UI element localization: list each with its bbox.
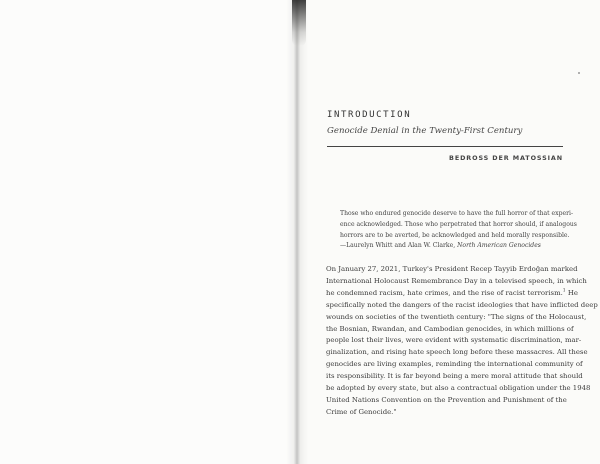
body-line: its responsibility. It is far beyond being a mere moral attitude that should [326, 372, 583, 381]
body-line: United Nations Convention on the Prevention and Punishment of the [326, 395, 567, 404]
footnote-mark: 1 [562, 288, 566, 294]
body-paragraph [326, 264, 598, 419]
body-line: specifically noted the dangers of the racist ideologies that have inflicted deep [326, 300, 598, 309]
epigraph-work-title: North American Genocides [457, 242, 541, 250]
chapter-title: Genocide Denial in the Twenty-First Century [327, 126, 523, 136]
chapter-label: INTRODUCTION [327, 110, 412, 120]
body-line-text: he condemned racism, hate crimes, and the rise of racist terrorism. [326, 288, 563, 297]
epigraph-line: ence acknowledged. Those who perpetrated that horror should, if analogous [340, 220, 577, 228]
body-line [326, 288, 578, 300]
epigraph [340, 209, 577, 252]
book-gutter [286, 0, 308, 464]
epigraph-authors: —Laurelyn Whitt and Alan W. Clarke, [340, 242, 458, 250]
epigraph-line: horrors are to be averted, be acknowledged and held morally responsible. [340, 231, 570, 239]
body-line: genocides are living examples, reminding the international community of [326, 360, 583, 369]
body-line: Crime of Genocide." [326, 407, 397, 416]
left-page-blank [0, 0, 296, 464]
body-line: On January 27, 2021, Turkey's President Recep Tayyib Erdoğan marked [326, 265, 578, 273]
scan-shadow [292, 0, 306, 46]
body-line: wounds on societies of the twentieth century: "The signs of the Holocaust, [326, 312, 587, 321]
body-line: the Bosnian, Rwandan, and Cambodian genocides, in which millions of [326, 324, 574, 333]
title-rule [327, 146, 563, 147]
body-line: be adopted by every state, but also a contractual obligation under the 1948 [326, 384, 591, 393]
body-line-tail: He [565, 288, 578, 297]
dust-speck [578, 72, 580, 74]
body-line: people lost their lives, were evident with systematic discrimination, mar- [326, 336, 582, 345]
body-line: ginalization, and rising hate speech long before these massacres. All these [326, 348, 588, 357]
epigraph-line: Those who endured genocide deserve to have the full horror of that experi- [340, 210, 574, 217]
epigraph-attribution [340, 241, 564, 252]
chapter-author: BEDROSS DER MATOSSIAN [449, 154, 563, 162]
body-line: International Holocaust Remembrance Day in a televised speech, in which [326, 276, 587, 285]
